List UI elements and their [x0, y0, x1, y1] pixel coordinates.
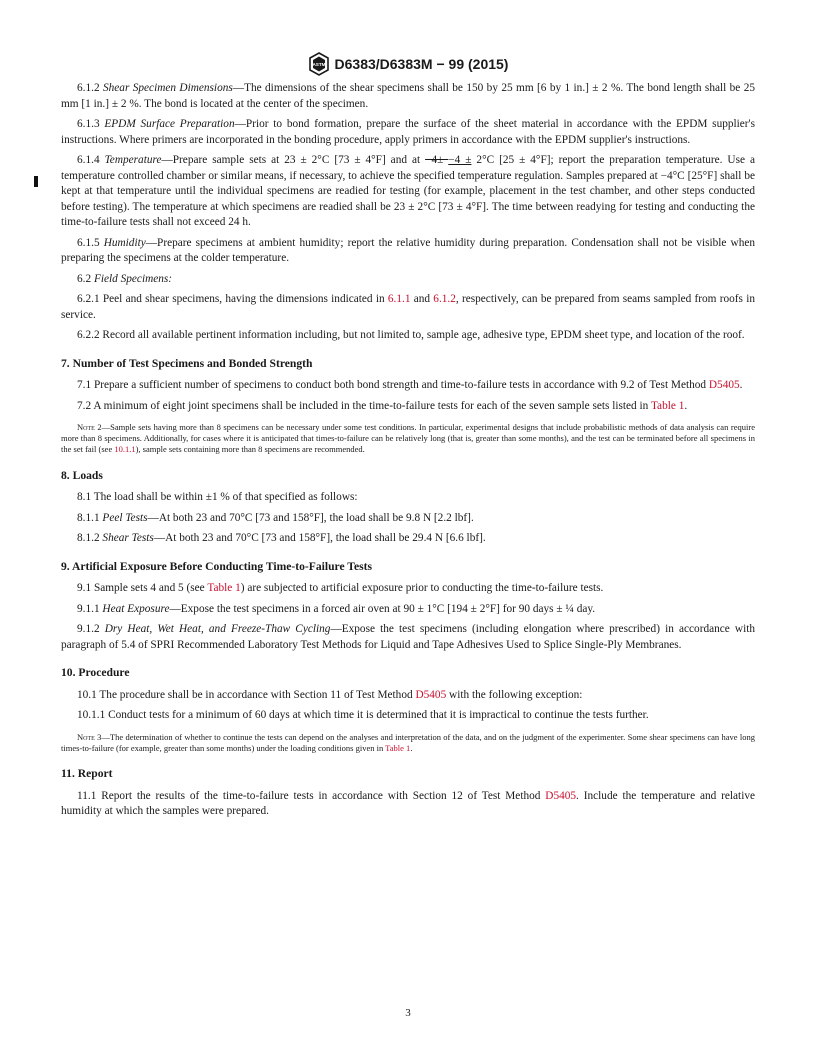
paragraph-9-1: 9.1 Sample sets 4 and 5 (see Table 1) are subjected to artificial exposure prior to conducting the time-to-failure tests. — [77, 582, 604, 595]
paragraph-10-1: 10.1 The procedure shall be in accordance with Section 11 of Test Method D5405 with the following exception: — [77, 688, 583, 701]
paragraph-6-1-2: 6.1.2 Shear Specimen Dimensions—The dimensions of the shear specimens shall be 150 by 25 mm [6 by 1 in.] ± 2 %. The bond length shall be 25 mm [1 in.] ± 2 %. The bond is located at the center of the specimen. — [61, 82, 756, 110]
astm-logo-text: ASTM — [312, 62, 326, 67]
page-number: 3 — [405, 1007, 411, 1019]
paragraph-7-1: 7.1 Prepare a sufficient number of specimens to conduct both bond strength and time-to-failure tests in accordance with 9.2 of Test Method D5405. — [77, 379, 743, 391]
link-table-1[interactable]: Table 1 — [207, 582, 241, 595]
paragraph-7-2: 7.2 A minimum of eight joint specimens shall be included in the time-to-failure tests for each of the seven sample sets listed in Table 1. — [77, 399, 688, 412]
link-6-1-2[interactable]: 6.1.2 — [433, 293, 456, 305]
paragraph-6-1-5: 6.1.5 Humidity—Prepare specimens at ambient humidity; report the relative humidity during preparation. Condensation shall not be visible when preparing the specimens at the colder temperature. — [61, 236, 755, 264]
section-11-heading: 11. Report — [61, 767, 113, 781]
deleted-text: −4± — [425, 154, 449, 166]
paragraph-8-1-2: 8.1.2 Shear Tests—At both 23 and 70°C [73 and 158°F], the load shall be 29.4 N [6.6 lbf]. — [77, 532, 486, 545]
link-table-1[interactable]: Table 1 — [385, 742, 411, 753]
link-6-1-1[interactable]: 6.1.1 — [387, 293, 411, 305]
note-3: Note 3—The determination of whether to continue the tests can depend on the analyses and interpretation of the data, and on the judgment of the experimenter. Some shear specimens can have long times-to-failure (for example, greater than some months) under the loading conditions given in Table 1. — [61, 731, 755, 753]
note-2: Note 2—Sample sets having more than 8 specimens can be necessary under some test conditions. In particular, experimental designs that include probabilistic methods of data analysis can require more than 8 specimens. Additionally, for cases where it is anticipated that times-to-failure can be relatively long (that is, greater than some months), and the test can be terminated before all specimens in the set fail (see 10.1.1), sample sets containing more than 8 specimens are recommended. — [61, 422, 755, 455]
document-body — [61, 81, 755, 825]
paragraph-6-2-1: 6.2.1 Peel and shear specimens, having the dimensions indicated in 6.1.1 and 6.1.2, respectively, can be prepared from seams sampled from roofs in service. — [61, 293, 755, 321]
paragraph-10-1-1: 10.1.1 Conduct tests for a minimum of 60 days at which time it is determined that it is impractical to continue the tests further. — [77, 709, 649, 722]
paragraph-6-1-4: 6.1.4 Temperature—Prepare sample sets at 23 ± 2°C [73 ± 4°F] and at −4± −4 ± 2°C [25 ± 4°F]; report the preparation temperature. Use a temperature controlled chamber or similar means, if necessary, to achieve the specified temperature regulation. Samples prepared at −4°C [25°F] shall be kept at that temperature until the individual specimens are readied for testing (for example, placement in the test chamber, and other steps conducted before testing). The temperature at which specimens are readied shall be 23 ± 2°C [73 ± 4°F]. The time between readying for testing and conducting the time-to-failure tests shall not exceed 24 h. — [61, 154, 755, 228]
paragraph-6-1-3: 6.1.3 EPDM Surface Preparation—Prior to bond formation, prepare the surface of the sheet material in accordance with the EPDM supplier's instructions. Where primers are incorporated in the bonding procedure, apply primers in accordance with the EPDM supplier's instructions. — [61, 118, 755, 146]
section-7-heading: 7. Number of Test Specimens and Bonded Strength — [61, 356, 313, 370]
section-10-heading: 10. Procedure — [61, 666, 130, 680]
section-8-heading: 8. Loads — [61, 468, 103, 482]
section-9-heading: 9. Artificial Exposure Before Conducting Time-to-Failure Tests — [61, 559, 372, 573]
paragraph-6-2: 6.2 Field Specimens: — [77, 272, 173, 285]
paragraph-9-1-1: 9.1.1 Heat Exposure—Expose the test specimens in a forced air oven at 90 ± 1°C [194 ± 2°F] for 90 days ± ¼ day. — [77, 602, 596, 615]
page-header — [0, 52, 816, 76]
link-table-1[interactable]: Table 1 — [650, 399, 685, 412]
paragraph-8-1: 8.1 The load shall be within ±1 % of that specified as follows: — [77, 491, 358, 504]
paragraph-8-1-1: 8.1.1 Peel Tests—At both 23 and 70°C [73 and 158°F], the load shall be 9.8 N [2.2 lbf]. — [77, 511, 474, 524]
link-d5405[interactable]: D5405 — [545, 789, 577, 802]
link-d5405[interactable]: D5405 — [708, 379, 740, 391]
link-10-1-1[interactable]: 10.1.1 — [114, 444, 136, 455]
paragraph-6-2-2: 6.2.2 Record all available pertinent information including, but not limited to, sample age, adhesive type, EPDM sheet type, and location of the roof. — [77, 329, 745, 341]
document-designation: D6383/D6383M − 99 (2015) — [334, 56, 509, 72]
inserted-text: −4 ± — [448, 154, 472, 166]
astm-logo-icon — [308, 52, 330, 76]
link-d5405[interactable]: D5405 — [415, 688, 447, 701]
paragraph-11-1: 11.1 Report the results of the time-to-failure tests in accordance with Section 12 of Test Method D5405. Include the temperature and relative humidity at which the samples were prepared. — [61, 789, 755, 818]
revision-change-bar — [34, 176, 38, 187]
paragraph-9-1-2: 9.1.2 Dry Heat, Wet Heat, and Freeze-Thaw Cycling—Expose the test specimens (including elongation where prescribed) in accordance with paragraph of 5.4 of SPRI Recommended Laboratory Test Methods for Liquid and Tape Adhesives Used to Splice Single-Ply Membranes. — [61, 623, 756, 651]
